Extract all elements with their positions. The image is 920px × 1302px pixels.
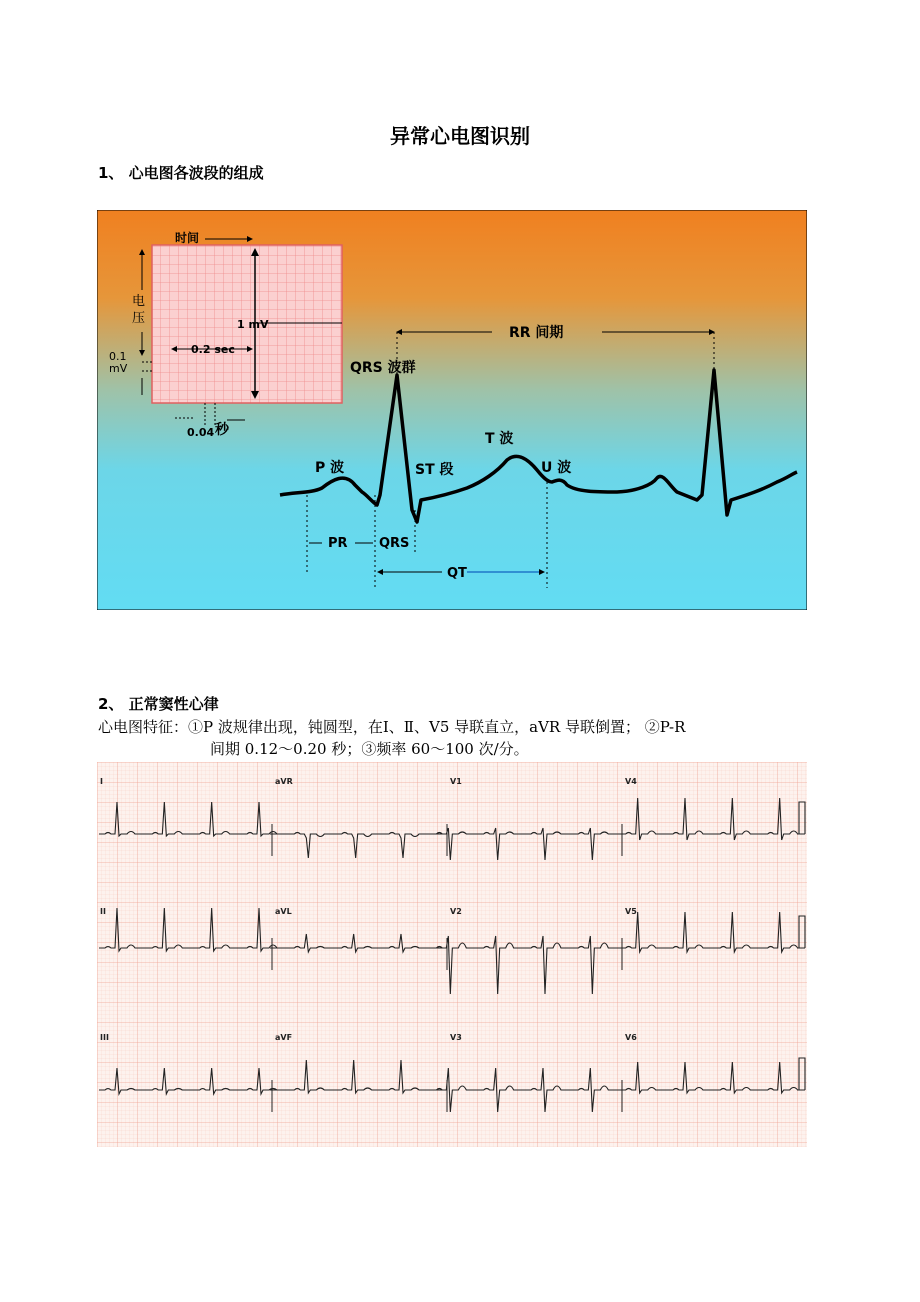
page-title: 异常心电图识别 — [390, 124, 530, 148]
lead-label-v2: V2 — [450, 907, 462, 916]
section1-heading: 1、 心电图各波段的组成 — [98, 164, 264, 182]
one-mv-label: 1 mV — [237, 318, 269, 331]
lead-label-i: I — [100, 777, 103, 786]
lead-label-v1: V1 — [450, 777, 462, 786]
ecg-waveform-diagram — [97, 210, 807, 610]
section2-heading: 2、 正常窦性心律 — [98, 695, 219, 713]
pr-label: PR — [328, 536, 348, 551]
lead-label-v3: V3 — [450, 1033, 462, 1042]
mv-label: mV — [109, 362, 128, 375]
t-wave-label: T 波 — [485, 431, 514, 447]
qt-label: QT — [447, 566, 467, 581]
lead-label-ii: II — [100, 907, 106, 916]
point-zero-four-label: 0.04 — [187, 426, 215, 439]
voltage-label-2: 压 — [132, 311, 146, 326]
rr-label: RR 间期 — [509, 325, 564, 341]
ecg-features-line2: 间期 0.12～0.20 秒；③频率 60～100 次/分。 — [210, 740, 529, 758]
p-wave-label: P 波 — [315, 460, 345, 476]
time-label: 时间 — [175, 231, 200, 245]
lead-label-iii: III — [100, 1033, 109, 1042]
voltage-label-1: 电 — [132, 294, 146, 309]
u-wave-label: U 波 — [541, 460, 572, 476]
st-segment-label: ST 段 — [415, 462, 454, 478]
twelve-lead-ecg — [97, 762, 807, 1147]
second-label: 秒 — [215, 422, 229, 438]
qrs-label: QRS — [379, 536, 410, 551]
lead-label-avf: aVF — [275, 1033, 293, 1042]
lead-label-v4: V4 — [625, 777, 637, 786]
point-one-label: 0.1 — [109, 350, 127, 363]
lead-label-avl: aVL — [275, 907, 292, 916]
qrs-complex-label: QRS 波群 — [350, 360, 416, 376]
lead-label-avr: aVR — [275, 777, 293, 786]
point-two-sec-label: 0.2 sec — [191, 343, 235, 356]
lead-label-v6: V6 — [625, 1033, 637, 1042]
lead-label-v5: V5 — [625, 907, 637, 916]
ecg-features-line1: 心电图特征：①P 波规律出现，钝圆型，在Ⅰ、Ⅱ、Ⅴ5 导联直立，aVR 导联倒置； ②P-R — [98, 718, 686, 736]
